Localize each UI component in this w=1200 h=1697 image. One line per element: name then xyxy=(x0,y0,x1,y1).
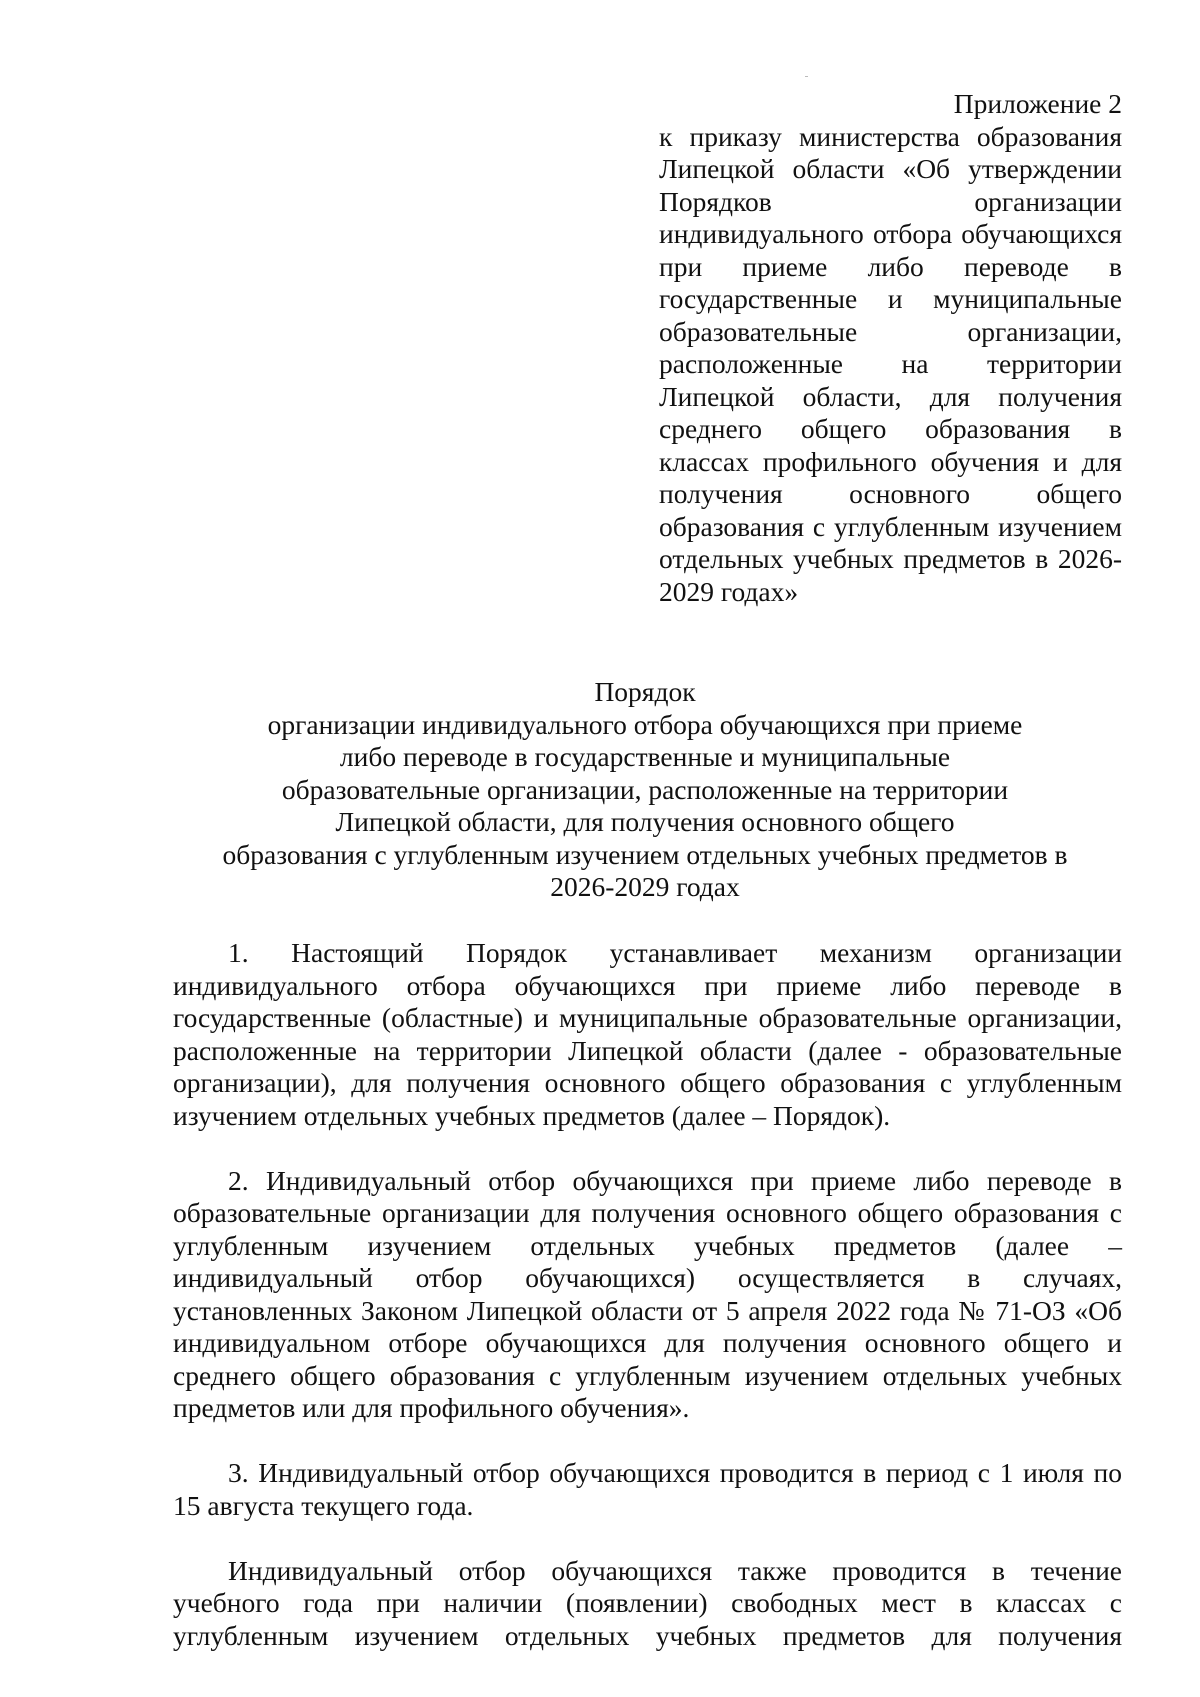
title-line: 2026-2029 годах xyxy=(550,871,740,902)
appendix-label: Приложение 2 xyxy=(953,88,1122,119)
paragraph-1: 1. Настоящий Порядок устанавливает механизм организации индивидуального отбора обучающихся при приеме либо переводе в государственные (областные) и муниципальные образовательные организации, расположенные на территории Липецкой области (далее - образовательные организации), для получения основного общего образования с углубленным изучением отдельных учебных предметов (далее – Порядок). xyxy=(173,937,1122,1131)
appendix-text: к приказу министерства образования Липецкой области «Об утверждении Порядков организации индивидуального отбора обучающихся при приеме либо переводе в государственные и муниципальные образовательные организации, расположенные на территории Липецкой области, для получения среднего общего образования в классах профильного обучения и для получения основного общего образования с углубленным изучением отдельных учебных предметов в 2026-2029 годах» xyxy=(659,120,1122,607)
title-line: Липецкой области, для получения основного общего xyxy=(335,806,955,837)
scan-speck xyxy=(805,76,808,77)
document-body xyxy=(173,937,1122,1652)
title-line: организации индивидуального отбора обучающихся при приеме xyxy=(267,708,1023,740)
paragraph-3: 3. Индивидуальный отбор обучающихся проводится в период с 1 июля по 15 августа текущего года. xyxy=(173,1457,1122,1521)
title-line: либо переводе в государственные и муниципальные xyxy=(339,741,951,772)
paragraph-4: Индивидуальный отбор обучающихся также проводится в течение учебного года при наличии (появлении) свободных мест в классах с углубленным изучением отдельных учебных предметов для получения xyxy=(173,1554,1122,1651)
appendix-block xyxy=(659,88,1122,608)
title-line: образовательные организации, расположенные на территории xyxy=(281,773,1009,805)
paragraph-2: 2. Индивидуальный отбор обучающихся при приеме либо переводе в образовательные организации для получения основного общего образования с углубленным изучением отдельных учебных предметов (далее – индивидуальный отбор обучающихся) осуществляется в случаях, установленных Законом Липецкой области от 5 апреля 2022 года № 71-ОЗ «Об индивидуальном отборе обучающихся для получения основного общего и среднего общего образования с углубленным изучением отдельных учебных предметов или для профильного обучения». xyxy=(173,1164,1122,1423)
title-heading: Порядок xyxy=(594,676,696,707)
title-line: образования с углубленным изучением отдельных учебных предметов в xyxy=(222,838,1068,870)
document-title xyxy=(170,676,1120,904)
